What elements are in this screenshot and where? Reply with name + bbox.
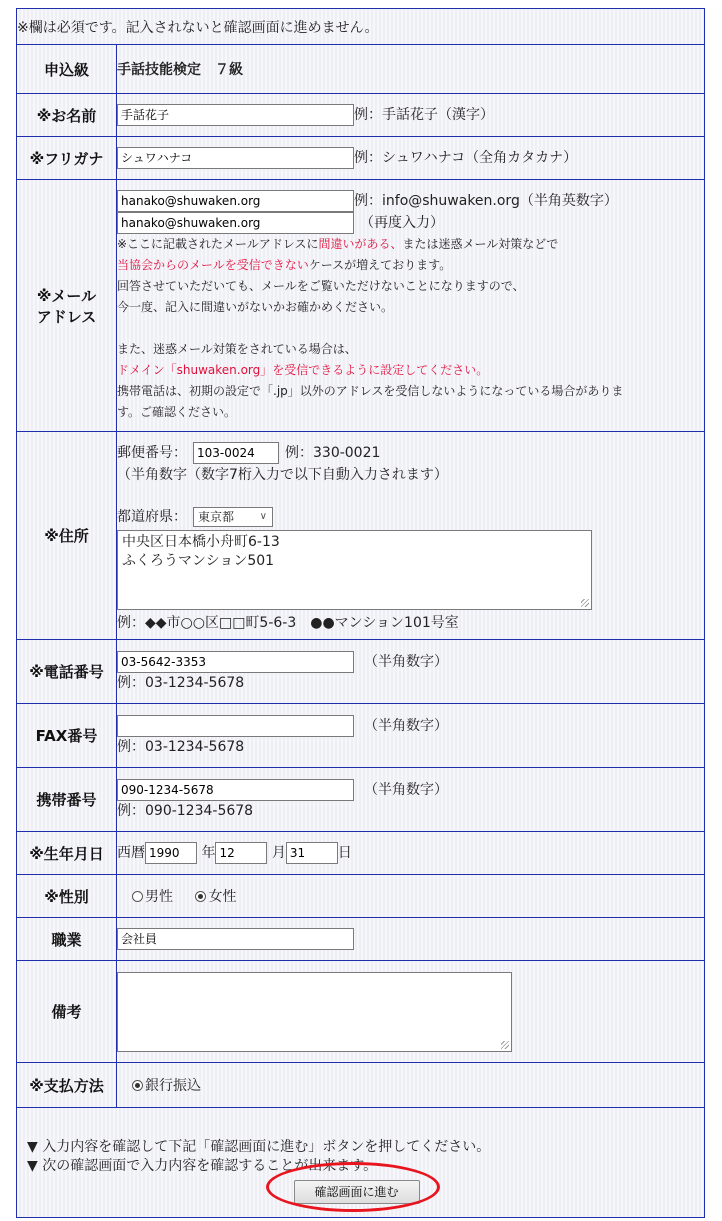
email-label-line2: アドレス: [36, 307, 97, 326]
address-row: [17, 432, 705, 640]
email-note-2: 当協会からのメールを受信できないケースが増えております。: [117, 258, 452, 272]
footer-line-2: ▼ 次の確認画面で入力内容を確認することが出来ます。: [27, 1158, 378, 1174]
remarks-row: [17, 961, 705, 1063]
chevron-down-icon: ∨: [259, 511, 267, 522]
era-label: 西暦: [117, 845, 145, 861]
application-label: 申込級: [17, 45, 117, 94]
payment-bank-radio[interactable]: [132, 1080, 143, 1091]
remarks-label: 備考: [17, 961, 117, 1063]
address-label: ※住所: [17, 432, 117, 640]
phone-input[interactable]: 03-5642-3353: [117, 651, 354, 673]
payment-label: ※支払方法: [17, 1063, 117, 1108]
name-row: [17, 94, 705, 137]
mobile-example: 例：090-1234-5678: [117, 802, 254, 819]
birth-year-input[interactable]: 1990: [145, 842, 197, 864]
payment-row: [17, 1063, 705, 1108]
fax-example: 例：03-1234-5678: [117, 738, 245, 755]
gender-row: [17, 875, 705, 918]
email-note-6: ドメイン「shuwaken.org」を受信できるように設定してください。: [117, 363, 489, 377]
occupation-input[interactable]: 会社員: [117, 928, 354, 950]
address-line-1: 中央区日本橋小舟町6-13: [122, 534, 280, 550]
email-note-3: 回答させていただいても、メールをご覧いただけないことになりますので、: [117, 279, 525, 293]
email-note-1: ※ここに記載されたメールアドレスに間違いがある、または迷惑メール対策などで: [117, 237, 559, 251]
mobile-row: [17, 768, 705, 832]
postal-input[interactable]: 103-0024: [193, 442, 279, 464]
email-confirm-note: （再度入力）: [360, 215, 444, 231]
gender-female-label[interactable]: 女性: [208, 889, 237, 905]
email-label-line1: ※メール: [36, 286, 97, 305]
postal-label: 郵便番号：: [117, 445, 187, 461]
name-input[interactable]: 手話花子: [117, 104, 354, 126]
footer-row: [17, 1108, 705, 1218]
year-unit: 年: [201, 845, 216, 861]
notice-row: [17, 9, 705, 45]
email-example: 例：info@shuwaken.org（半角英数字）: [354, 193, 618, 209]
month-unit: 月: [271, 845, 286, 861]
application-form: [16, 8, 704, 1216]
mobile-label: 携帯番号: [17, 768, 117, 832]
gender-label: ※性別: [17, 875, 117, 918]
email-confirm-input[interactable]: hanako@shuwaken.org: [117, 212, 354, 234]
resize-grip-icon[interactable]: [501, 1041, 509, 1049]
occupation-label: 職業: [17, 918, 117, 961]
address-line-2: ふくろうマンション501: [122, 553, 275, 569]
address-textarea[interactable]: [117, 530, 592, 610]
gender-male-radio[interactable]: [132, 891, 143, 902]
footer-line-1: ▼ 入力内容を確認して下記「確認画面に進む」ボタンを押してください。: [27, 1139, 491, 1155]
phone-example: 例：03-1234-5678: [117, 674, 245, 691]
phone-row: [17, 640, 705, 704]
phone-note: （半角数字）: [364, 653, 448, 670]
prefecture-label: 都道府県：: [117, 509, 187, 525]
mobile-note: （半角数字）: [364, 781, 448, 798]
application-value: 手話技能検定 ７級: [117, 45, 705, 94]
fax-note: （半角数字）: [364, 717, 448, 734]
fax-label: FAX番号: [17, 704, 117, 768]
mobile-input[interactable]: 090-1234-5678: [117, 779, 354, 801]
payment-bank-label[interactable]: 銀行振込: [145, 1078, 201, 1094]
confirm-button[interactable]: 確認画面に進む: [294, 1180, 420, 1204]
email-label: [17, 180, 117, 432]
name-example: 例：手話花子（漢字）: [354, 107, 494, 123]
email-note-8: す。ご確認ください。: [117, 405, 237, 419]
email-note-4: 今一度、記入に間違いがないかお確かめください。: [117, 300, 394, 314]
email-note-5: また、迷惑メール対策をされている場合は、: [117, 342, 357, 356]
occupation-row: [17, 918, 705, 961]
form-table: [16, 8, 705, 1218]
address-example: 例：◆◆市○○区□□町5-6-3 ●●マンション101号室: [117, 615, 459, 631]
resize-grip-icon[interactable]: [581, 599, 589, 607]
birthdate-row: [17, 832, 705, 875]
furigana-label: ※フリガナ: [17, 137, 117, 180]
prefecture-select[interactable]: 東京都 ∨: [193, 507, 273, 527]
furigana-input[interactable]: シュワハナコ: [117, 147, 354, 169]
phone-label: ※電話番号: [17, 640, 117, 704]
furigana-example: 例：シュワハナコ（全角カタカナ）: [354, 150, 578, 166]
application-row: [17, 45, 705, 94]
email-note-7: 携帯電話は、初期の設定で「.jp」以外のアドレスを受信しないようになっている場合がありま: [117, 384, 624, 398]
birthdate-label: ※生年月日: [17, 832, 117, 875]
gender-female-radio[interactable]: [195, 891, 206, 902]
postal-note: （半角数字（数字7桁入力で以下自動入力されます）: [117, 467, 448, 483]
day-unit: 日: [337, 845, 352, 861]
required-notice: ※欄は必須です。記入されないと確認画面に進めません。: [17, 9, 705, 45]
gender-male-label[interactable]: 男性: [145, 889, 173, 905]
birth-day-input[interactable]: 31: [286, 842, 338, 864]
email-row: [17, 180, 705, 432]
birth-month-input[interactable]: 12: [215, 842, 267, 864]
remarks-textarea[interactable]: [117, 972, 512, 1052]
email-input[interactable]: hanako@shuwaken.org: [117, 190, 354, 212]
fax-input[interactable]: [117, 715, 354, 737]
postal-example: 例：330-0021: [285, 445, 381, 461]
name-label: ※お名前: [17, 94, 117, 137]
furigana-row: [17, 137, 705, 180]
fax-row: [17, 704, 705, 768]
